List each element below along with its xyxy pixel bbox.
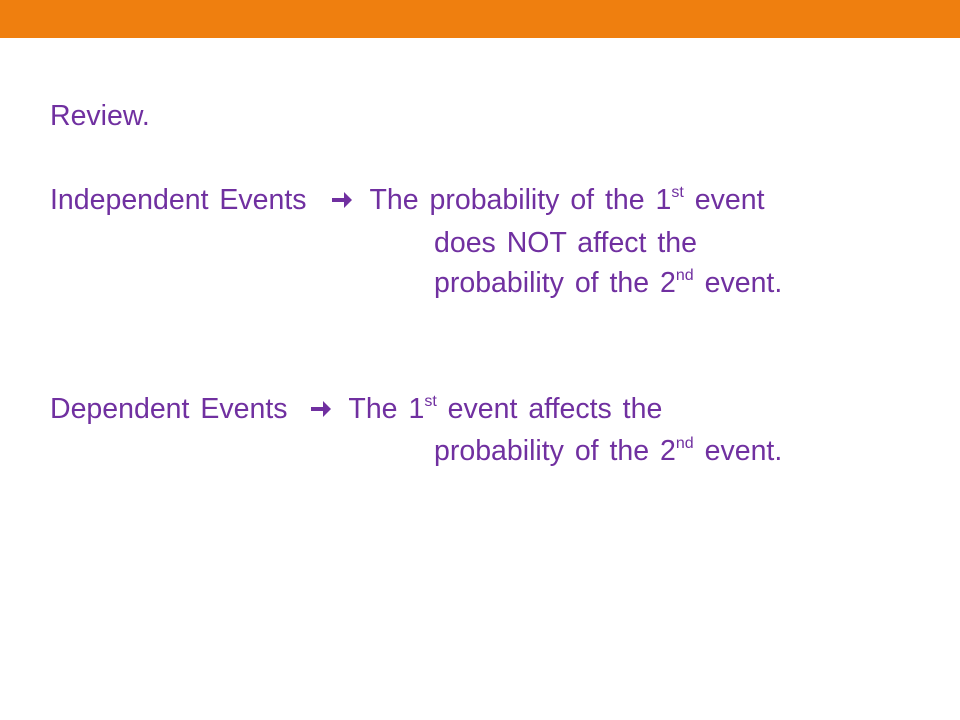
dependent-def-line-2-end: event. [693, 435, 783, 467]
independent-events-term: Independent Events [50, 184, 307, 216]
dependent-def-line-2-superscript: nd [675, 435, 694, 452]
dependent-def-line-1-superscript: st [424, 393, 437, 410]
dependent-def-line-1-end: event affects the [436, 393, 663, 425]
dependent-def-line-2 [434, 437, 782, 466]
independent-def-line-1-text: The probability of the 1 [369, 184, 672, 216]
independent-def-line-1-superscript: st [671, 184, 684, 201]
independent-def-line-3-text: probability of the 2 [434, 267, 676, 299]
dependent-events-line-1 [50, 395, 662, 424]
right-arrow-icon [331, 190, 353, 210]
independent-def-line-1-end: event [683, 184, 765, 216]
review-heading: Review. [50, 100, 150, 132]
independent-def-line-3-end: event. [693, 267, 783, 299]
independent-events-line-1 [50, 186, 765, 215]
independent-def-line-2: does NOT affect the [434, 227, 698, 259]
dependent-def-line-1-text: The 1 [348, 393, 425, 425]
dependent-def-line-2-text: probability of the 2 [434, 435, 676, 467]
independent-def-line-3-superscript: nd [675, 267, 694, 284]
independent-def-line-3 [434, 269, 782, 298]
dependent-events-term: Dependent Events [50, 393, 288, 425]
right-arrow-icon [310, 399, 332, 419]
